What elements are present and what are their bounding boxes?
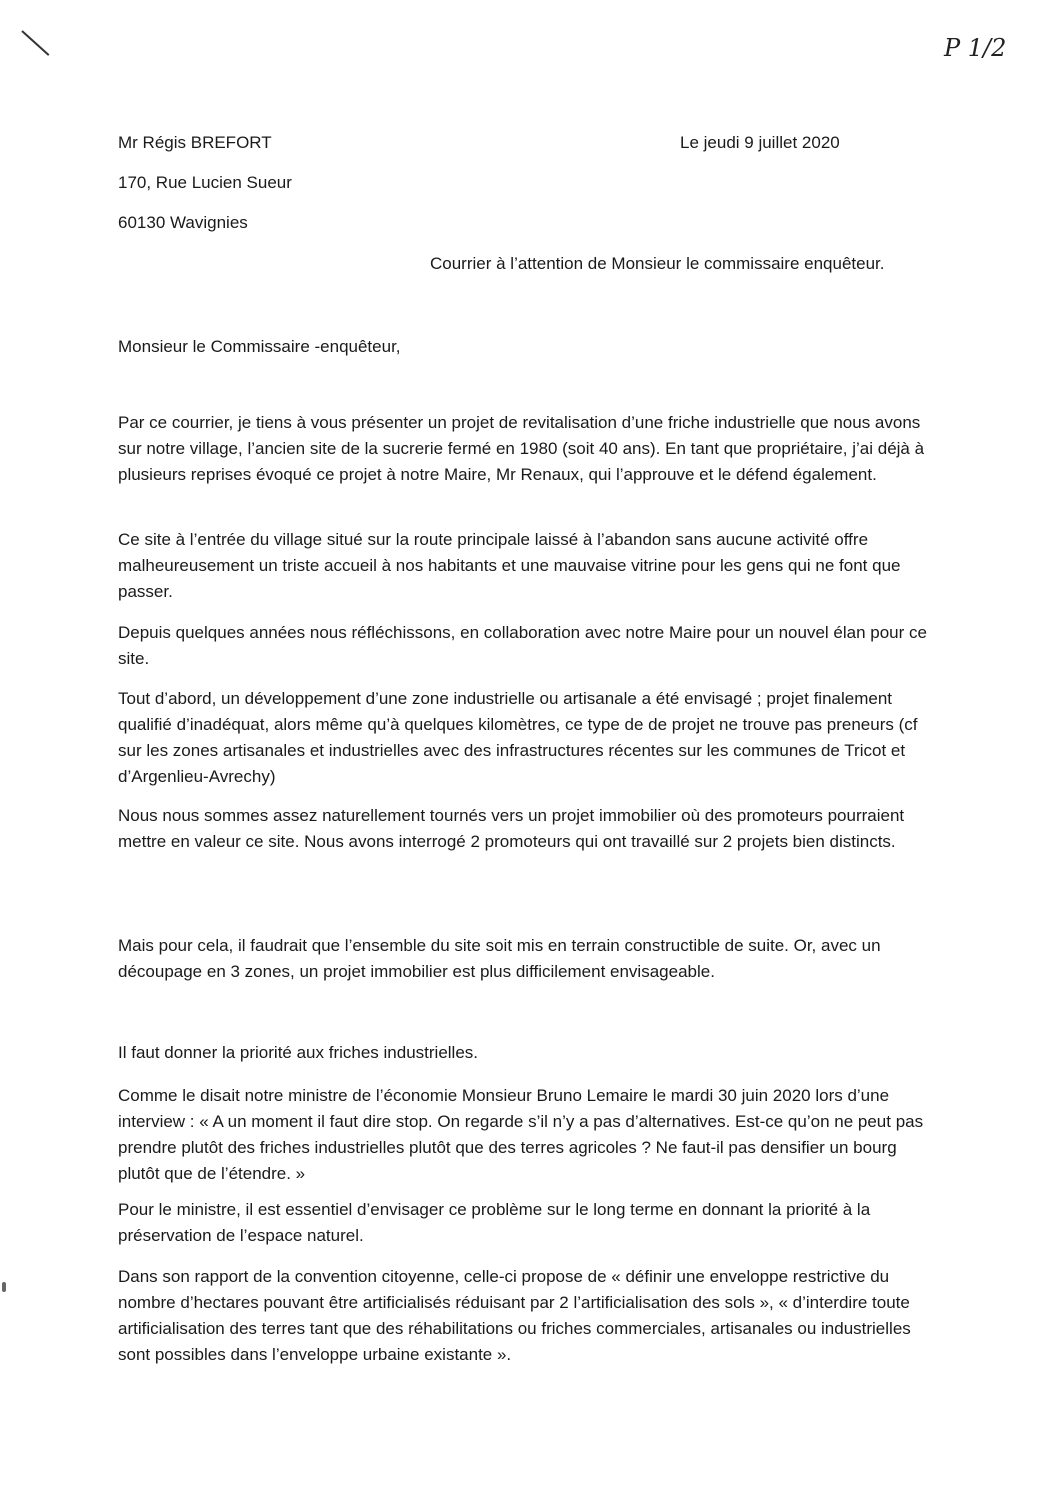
paragraph-3: Depuis quelques années nous réfléchissons, en collaboration avec notre Maire pour un nouvel élan pour ce site. [118, 623, 927, 668]
sender-street: 170, Rue Lucien Sueur [118, 173, 292, 192]
paragraph-7: Il faut donner la priorité aux friches industrielles. [118, 1043, 479, 1062]
paragraph-1: Par ce courrier, je tiens à vous présenter un projet de revitalisation d’une friche industrielle que nous avons sur notre village, l’ancien site de la sucrerie fermé en 1980 (soit 40 ans). En tant que propriétaire, j’ai déjà à plusieurs reprises évoqué ce projet à notre Maire, Mr Renaux, qui l’approuve et le défend également. [118, 413, 925, 484]
scan-mark [21, 30, 49, 56]
paragraph-4: Tout d’abord, un développement d’une zone industrielle ou artisanale a été envisagé ; projet finalement qualifié d’inadéquat, alors même qu’à quelques kilomètres, ce type de de projet ne trouve pas preneurs (cf sur les zones artisanales et industrielles avec des infrastructures récentes sur les communes de Tricot et d’Argenlieu-Avrechy) [118, 689, 918, 786]
sender-city: 60130 Wavignies [118, 213, 248, 232]
paragraph-6: Mais pour cela, il faudrait que l’ensemble du site soit mis en terrain constructible de suite. Or, avec un découpage en 3 zones, un projet immobilier est plus difficilement envisageable. [118, 936, 881, 981]
salutation: Monsieur le Commissaire -enquêteur, [118, 337, 401, 356]
paragraph-9: Pour le ministre, il est essentiel d’envisager ce problème sur le long terme en donnant la priorité à la préservation de l’espace naturel. [118, 1200, 871, 1245]
letter-date: Le jeudi 9 juillet 2020 [680, 133, 840, 152]
sender-name: Mr Régis BREFORT [118, 133, 272, 152]
attention-line: Courrier à l’attention de Monsieur le commissaire enquêteur. [430, 254, 885, 273]
paragraph-5: Nous nous sommes assez naturellement tournés vers un projet immobilier où des promoteurs pourraient mettre en valeur ce site. Nous avons interrogé 2 promoteurs qui ont travaillé sur 2 projets bien distincts. [118, 806, 905, 851]
scan-edge-mark [2, 1282, 6, 1292]
page-number-annotation: P 1/2 [944, 34, 1007, 62]
paragraph-2: Ce site à l’entrée du village situé sur la route principale laissé à l’abandon sans aucune activité offre malheureusement un triste accueil à nos habitants et une mauvaise vitrine pour les gens qui ne font que passer. [118, 530, 901, 601]
paragraph-8: Comme le disait notre ministre de l’économie Monsieur Bruno Lemaire le mardi 30 juin 2020 lors d’une interview : « A un moment il faut dire stop. On regarde s’il n’y a pas d’alternatives. Est-ce qu’on ne peut pas prendre plutôt des friches industrielles plutôt que des terres agricoles ? Ne faut-il pas densifier un bourg plutôt que de l’étendre. » [118, 1086, 924, 1183]
paragraph-10: Dans son rapport de la convention citoyenne, celle-ci propose de « définir une enveloppe restrictive du nombre d’hectares pouvant être artificialisés réduisant par 2 l’artificialisation des sols », « d’interdire toute artificialisation des terres tant que des réhabilitations ou friches commerciales, artisanales ou industrielles sont possibles dans l’enveloppe urbaine existante ». [118, 1267, 911, 1364]
